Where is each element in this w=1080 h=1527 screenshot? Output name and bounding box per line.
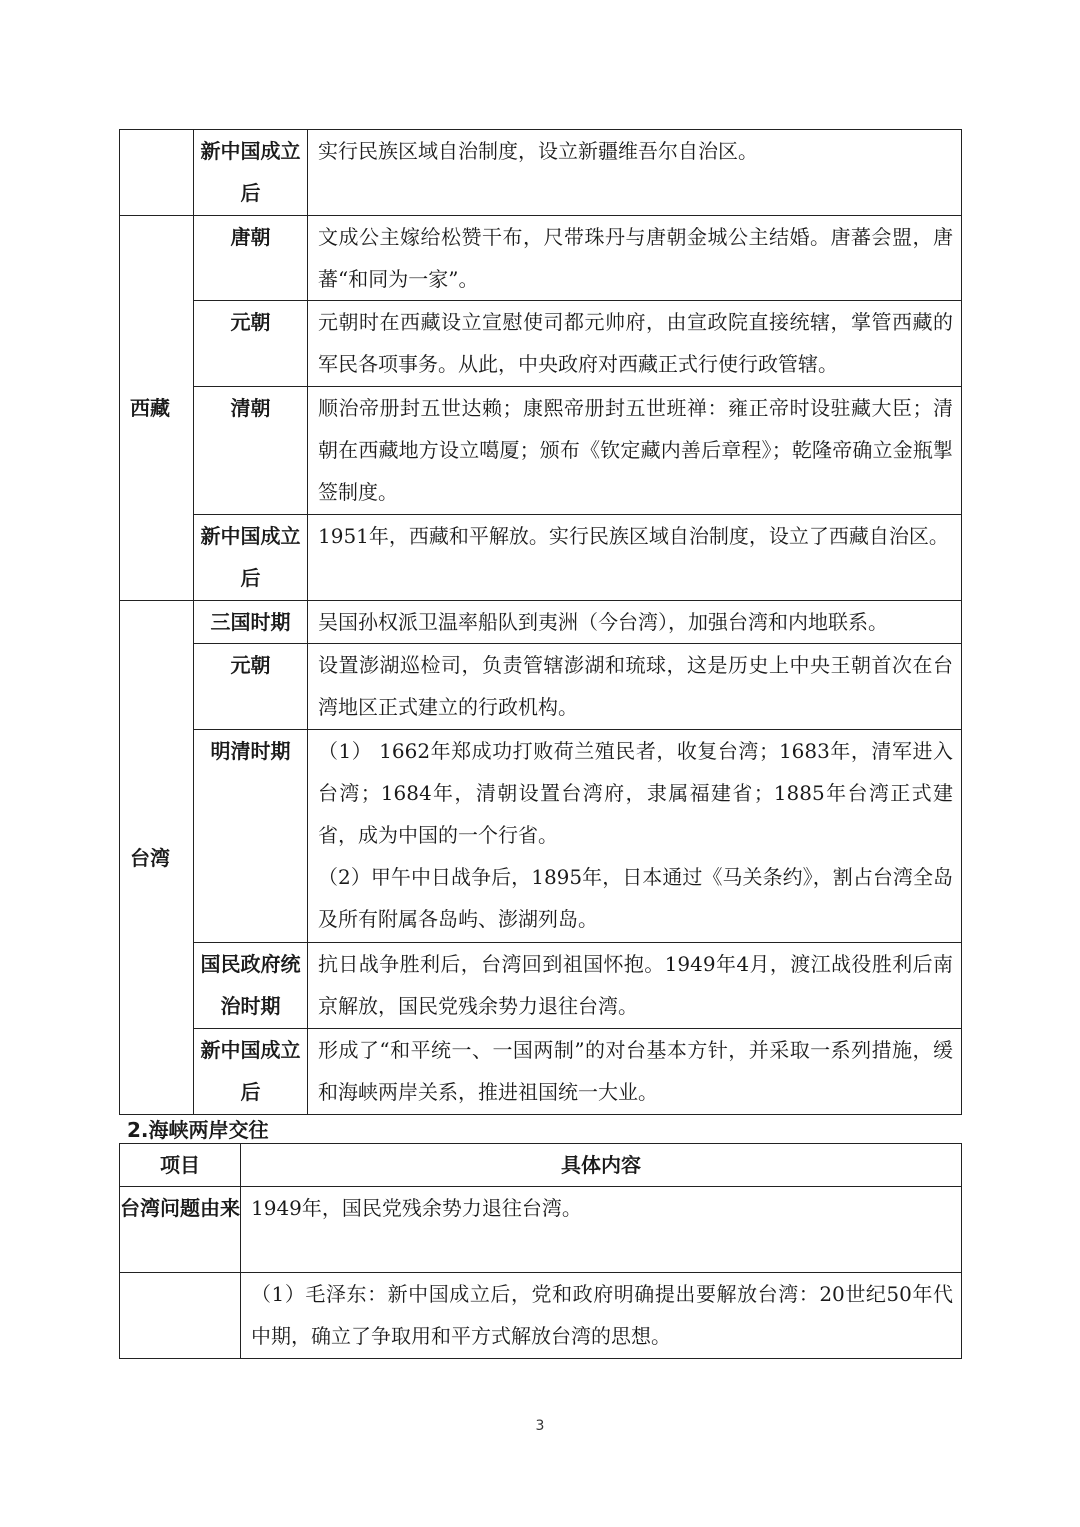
content-cell: 元朝时在西藏设立宣慰使司都元帅府，由宣政院直接统辖，掌管西藏的军民各项事务。从此，中央政府对西藏正式行使行政管辖。 xyxy=(308,301,962,387)
item-cell xyxy=(120,1273,241,1359)
period-cell: 新中国成立后 xyxy=(194,1029,308,1115)
content-cell: （1）毛泽东：新中国成立后，党和政府明确提出要解放台湾：20世纪50年代中期，确立了争取用和平方式解放台湾的思想。 xyxy=(241,1273,962,1359)
table-row xyxy=(120,301,962,387)
table-row xyxy=(120,515,962,601)
region-cell-tibet: 西藏 xyxy=(120,216,194,601)
table-row xyxy=(120,601,962,644)
content-cell: 1949年，国民党残余势力退往台湾。 xyxy=(241,1187,962,1273)
period-cell: 新中国成立后 xyxy=(194,515,308,601)
table-header-row xyxy=(120,1144,962,1187)
content-cell: 吴国孙权派卫温率船队到夷洲（今台湾），加强台湾和内地联系。 xyxy=(308,601,962,644)
page-number: 3 xyxy=(535,1418,545,1434)
period-cell: 明清时期 xyxy=(194,730,308,943)
content-cell: 设置澎湖巡检司，负责管辖澎湖和琉球，这是历史上中央王朝首次在台湾地区正式建立的行政机构。 xyxy=(308,644,962,730)
content-cell: 形成了“和平统一、一国两制”的对台基本方针，并采取一系列措施，缓和海峡两岸关系，推进祖国统一大业。 xyxy=(308,1029,962,1115)
table-row xyxy=(120,943,962,1029)
table-row xyxy=(120,1273,962,1359)
content-cell: 文成公主嫁给松赞干布，尺带珠丹与唐朝金城公主结婚。唐蕃会盟，唐蕃“和同为一家”。 xyxy=(308,216,962,301)
header-content: 具体内容 xyxy=(241,1144,962,1187)
table-row xyxy=(120,130,962,216)
table-row xyxy=(120,730,962,943)
table-row xyxy=(120,1187,962,1273)
period-cell: 清朝 xyxy=(194,387,308,515)
section-heading: 2.海峡两岸交往 xyxy=(127,1118,269,1142)
table-row xyxy=(120,644,962,730)
content-cell: 顺治帝册封五世达赖；康熙帝册封五世班禅：雍正帝时设驻藏大臣；清朝在西藏地方设立噶厦；颁布《钦定藏内善后章程》；乾隆帝确立金瓶掣签制度。 xyxy=(308,387,962,515)
content-cell: 实行民族区域自治制度，设立新疆维吾尔自治区。 xyxy=(308,130,962,216)
content-cell xyxy=(308,730,962,943)
period-cell: 国民政府统治时期 xyxy=(194,943,308,1029)
cross-strait-table xyxy=(119,1143,962,1359)
item-cell: 台湾问题由来 xyxy=(120,1187,241,1273)
region-cell-empty xyxy=(120,130,194,216)
table-row xyxy=(120,387,962,515)
period-cell: 三国时期 xyxy=(194,601,308,644)
content-cell: 1951年，西藏和平解放。实行民族区域自治制度，设立了西藏自治区。 xyxy=(308,515,962,601)
period-cell: 元朝 xyxy=(194,301,308,387)
region-cell-taiwan: 台湾 xyxy=(120,601,194,1115)
content-cell: 抗日战争胜利后，台湾回到祖国怀抱。1949年4月，渡江战役胜利后南京解放，国民党残余势力退往台湾。 xyxy=(308,943,962,1029)
header-item: 项目 xyxy=(120,1144,241,1187)
content-paragraph: （2）甲午中日战争后，1895年，日本通过《马关条约》，割占台湾全岛及所有附属各岛屿、澎湖列岛。 xyxy=(318,865,953,931)
table-row xyxy=(120,216,962,301)
period-cell: 新中国成立后 xyxy=(194,130,308,216)
content-paragraph: （1） 1662年郑成功打败荷兰殖民者，收复台湾；1683年，清军进入台湾；1684年，清朝设置台湾府，隶属福建省；1885年台湾正式建省，成为中国的一个行省。 xyxy=(318,739,953,847)
period-cell: 元朝 xyxy=(194,644,308,730)
table-row xyxy=(120,1029,962,1115)
regions-history-table xyxy=(119,129,962,1115)
period-cell: 唐朝 xyxy=(194,216,308,301)
